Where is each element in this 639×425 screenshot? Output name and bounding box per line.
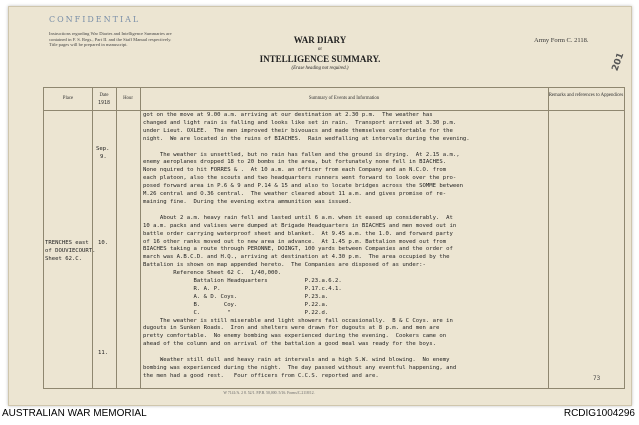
summary-header: Summary of Events and Information [308,96,380,101]
erase-heading-note: (Erase heading not required.) [291,66,349,71]
page-number: 73 [593,375,601,382]
column-divider [92,88,93,388]
column-divider [140,88,141,388]
table-header [44,88,624,111]
date-year: 1918 [97,100,111,106]
instructions-text: Instructions regarding War Diaries and Intelligence Summaries are contained in F. S. Regs., Part II. and the Staff Manual respectively. Title pages will be prepared in manuscript. [49,31,172,48]
place-entry: TRENCHES east of DOUVIECOURT. Sheet 62.C. [45,240,96,262]
intelligence-summary-title: INTELLIGENCE SUMMARY. [259,54,381,64]
place-header: Place [62,96,74,101]
war-diary-title: WAR DIARY [293,35,347,45]
printer-imprint: W 7141/A. 2 8. 52/1. P.P.B. 50,000. 5/16. Forms/C.2118/12. [223,391,315,395]
date-entry: 11. [98,350,109,356]
title-or: or [317,47,323,52]
date-header: Date 1918 [92,93,116,106]
archive-reference: RCDIG1004296 [563,408,635,419]
diary-table [43,87,625,389]
hour-header: Hour [123,96,133,101]
column-divider [116,88,117,388]
date-entry: Sep. [96,146,110,152]
army-form-label: Army Form C. 2118. [534,37,589,44]
date-entry: 10. [98,240,109,246]
confidential-label: CONFIDENTIAL [49,15,141,24]
date-entry: 9. [100,154,107,160]
page-stamp: 201 [610,51,627,73]
column-divider [548,88,549,388]
remarks-header: Remarks and references to Appendices [548,93,624,98]
archive-credit: AUSTRALIAN WAR MEMORIAL [2,408,147,419]
diary-page [8,6,632,406]
summary-text: got on the move at 9.00 a.m. arriving at our destination at 2.30 p.m. The weather has changed and light rain is falling and looks like set in rain. Transport arrived at 3.30 p.m. under Lieut. OXLEE. The men improved their bivouacs and made themselves comfortable for the night. We are located in the ruins of BIACHES. Rain wedfalling at intervals during the evening. The weather is unsettled, but no rain has fallen and the ground is drying. At 2.15 a.m., enemy aeroplanes dropped 18 to 20 bombs in the area, but fortunately none fell in BIACHES. None nquired to hit FORRES & . At 10 a.m. an officer from each Company and an N.C.O. from each platoon, also the scouts and two headquarters runners went forward to look over the pro- posed forward area in P.6 & 9 and P.14 & 15 and also to locate bridges across the SOMME between M.26 central and O.36 central. The weather cleared about 11 a.m. and gives promise of re- maining fine. During the evening extra ammunition was issued. About 2 a.m. heavy rain fell and lasted until 6 a.m. when it eased up considerably. At 10 a.m. packs and valises were dumped at Brigade Headquarters in BIACHES and men moved out in battle order carrying waterproof sheet and blanket. At 9.45 a.m. the 1.0. and forward party of 16 other ranks moved out to new area in advance. At 1.45 p.m. Battalion moved out from BIACHES taking a route through PERONNE, DOINGT, 100 yards between Companies and the order of march was A.B.C.D. and H.Q., arriving at destination at 4.30 p.m. The area occupied by the Battalion is shown on map appended hereto. The Companies are disposed of as under:- Reference Sheet 62 C. 1/40,000. Battalion Headquarters P.23.a.6.2. R. A. P. P.17.c.4.1. A. & D. Coys. P.23.a. B. Coy. P.22.a. C. " P.22.d. The weather is still miserable and light showers fall occasionally. B & C Coys. are in dugouts in Sunken Roads. Iron and shelters were drawn for dugouts at 8 p.m. and men are pretty comfortable. No enemy bombing was experienced during the evening. Cookers came on ahead of the column and on arrival of the battalion a good meal was ready for the boys. Weather still dull and heavy rain at intervals and a high S.W. wind blowing. No enemy bombing was experienced during the night. The day passed without any eventful happening, and the men had a good rest. Four officers from C.C.S. reported and are. [143,112,470,379]
